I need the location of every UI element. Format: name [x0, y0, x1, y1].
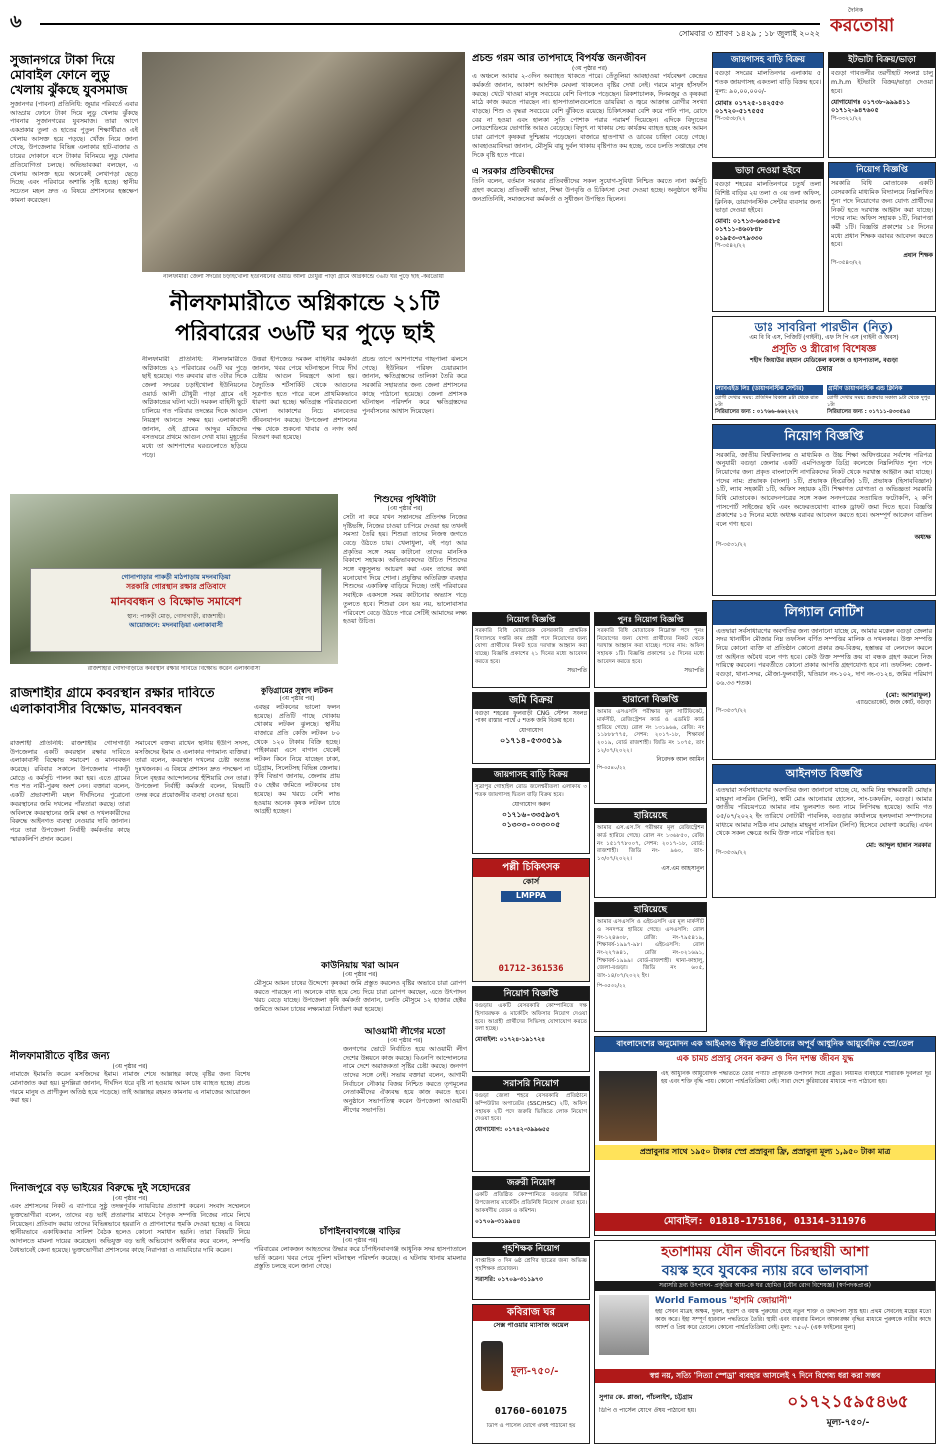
ad-title: পল্লী চিকিৎসক: [473, 859, 589, 877]
ad-body: বগুড়ায় একটি বেসরকারি কোম্পানিতে দক্ষ হিসাবরক্ষক ও মার্কেটিং অফিসার নিয়োগ দেওয়া হবে। আগ্রহী প্রার্থীদের সিভিসহ যোগাযোগ করতে বলা হচ্ছে।: [475, 1003, 587, 1033]
paper-logo: করতোয়া: [830, 15, 895, 36]
ad-village-doctor-course: [472, 858, 590, 982]
ad-product-brand: World Famous: [655, 1296, 727, 1306]
ad-title: জায়গাসহ বাড়ি বিক্রয়: [713, 53, 823, 68]
ad-phone: ০১৭১৪-৫৩৩৫১৯: [500, 736, 562, 746]
ad-signer: প্রধান শিক্ষক: [903, 251, 933, 259]
jump-line: (৩য় পৃষ্ঠার পর): [342, 972, 378, 979]
sub-body: তিনি বলেন, বর্তমান সরকার প্রতিবন্ধীদের সকল সুযোগ-সুবিধা নিশ্চিত করতে নানা কর্মসূচি গ্রহণ করেছে। প্রতিবন্ধী ভাতা, শিক্ষা উপবৃত্তি ও চিকিৎসা সেবা দেওয়া হচ্ছে। অনুষ্ঠানে স্থানীয় জনপ্রতিনিধি, সমাজসেবা কর্মকর্তা ও সুধীজন উপস্থিত ছিলেন।: [472, 178, 707, 203]
story-body: মৌসুমে আমন চাষের উদ্দেশ্যে কৃষকরা জমি প্রস্তুত করলেও বৃষ্টির অভাবে চারা রোপণ করতে পারছেন না। অনেকে বাধ্য হয়ে সেচ দিয়ে চারা রোপণ করছেন, এতে উৎপাদন খরচ বেড়ে যাচ্ছে। উপজেলা কৃষি কর্মকর্তা জানান, চলতি মৌসুমে ১২ হাজার হেক্টর জমিতে আমন চাষের লক্ষ্যমাত্রা নির্ধারণ করা হয়েছে।: [254, 979, 466, 1014]
jump-line: (৩য় পৃষ্ঠার পর): [112, 1063, 148, 1070]
masthead-rule: [40, 23, 820, 25]
ad-body: আমার এসএসসি পরীক্ষার মূল সার্টিফিকেট, মার্কসীট, রেজিস্ট্রেশন কার্ড ও এডমিট কার্ড হারিয়ে গেছে। রোল নং ১৩১৯৬৬, রেজি: নং ১১৮৮৮৭৭৫, সেশন: ২০১৭-১৮, শিক্ষাবর্ষ ২০১৯, বোর্ড রাজশাহী। জিডি নং ১০৭৫, তাং ১২/০৭/২০২২।: [597, 709, 704, 754]
ad-body: বগুড়া শহরের ফুলবাড়ী CNG স্টেশন সংলগ্ন পাকা রাস্তার পার্শ্বে ৫ শতক জমি বিক্রয় হবে।: [475, 710, 587, 725]
story-nilphamari-rain: [10, 1050, 250, 1170]
ad-lost-certificate: [594, 692, 707, 804]
ad-phone: 01712-361536: [498, 963, 564, 974]
ad-tagline: এক চামচ প্রস্রাবু সেবন করুন ও দিন দশম্ভ জীবন যুদ্ধ: [676, 1053, 854, 1064]
ad-headline: বাংলাদেশের অনুমোদন এক আইএসও স্বীকৃত প্রতিষ্ঠানের অপূর্ব আধুনিক আয়ুর্বেদিক স্প্রে/তেল: [595, 1037, 935, 1052]
masthead: [0, 0, 945, 50]
ad-body: বগুড়া সদরের মালতিনগর এলাকায় ৫ শতক জায়গাসহ একতলা বাড়ি বিক্রয় হবে। মূল্য: ৯০,০০,০০০/-: [715, 70, 821, 95]
ad-product-photo: [599, 1071, 657, 1141]
ad-brick-kiln: [828, 52, 936, 158]
ad-legal-affidavit: [712, 764, 936, 898]
fire-col-3: প্রচন্ড তাপে আশপাশের গাছপালা ঝলসে গেছে। ইউনিয়ন পরিষদ চেয়ারম্যান জানান, ক্ষতিগ্রস্তদের তালিকা তৈরি করে সরকারি সহায়তার জন্য জেলা প্রশাসনের কাছে পাঠানো হয়েছে। জেলা প্রশাসক ঘটনাস্থল পরিদর্শন করে ক্ষতিগ্রস্তদের পুনর্বাসনের আশ্বাস দিয়েছেন।: [362, 356, 467, 416]
ad-title: ইটভাটা বিক্রয়/ভাড়া: [829, 53, 935, 68]
fire-col-2: উত্তরা ইপিজেড দমকল বাহিনীর কর্মকর্তা জানান, খবর পেয়ে ঘটনাস্থলে গিয়ে দীর্ঘ চেষ্টায় আগুন নিয়ন্ত্রণে আনা হয়। বৈদ্যুতিক শর্টসার্কিট থেকে আগুনের সূত্রপাত হতে পারে বলে প্রাথমিকভাবে ধারণা করা হচ্ছে। ক্ষতিগ্রস্ত পরিবারগুলো খোলা আকাশের নিচে মানবেতর জীবনযাপন করছে। উপজেলা প্রশাসনের পক্ষ থেকে শুকনো খাবার ও নগদ অর্থ বিতরণ করা হয়েছে।: [252, 356, 357, 442]
doctor-name: ডাঃ সাবরিনা পারভীন (নিতু): [754, 320, 894, 334]
ad-doctor: [712, 316, 936, 420]
ad-phone: ০১৭০৯-৩১৯৯৪৪: [475, 1217, 521, 1225]
story-body: সেটা না করে যখন সন্তানদের প্রতিপক্ষ নিজের দৃষ্টিভঙ্গি, নিজের চাওয়া চাপিয়ে দেওয়া হয় তখনই সমস্যা তৈরি হয়। শিশুরা তাদের নিজস্ব জগতে বেড়ে উঠতে চায়। খেলাধুলা, বই পড়া আর প্রকৃতির সঙ্গে সময় কাটানো তাদের মানসিক বিকাশে সহায়ক। অভিভাবকদের উচিত শিশুদের সঙ্গে বন্ধুসুলভ আচরণ করা এবং তাদের কথা মনোযোগ দিয়ে শোনা। প্রযুক্তির অতিরিক্ত ব্যবহার শিশুদের একাকিত্ব বাড়িয়ে দিচ্ছে। তাই পরিবারের সবাইকে একসঙ্গে সময় কাটানোর অভ্যাস গড়ে তুলতে হবে। শিশুরা যেন ভয় নয়, ভালোবাসার পরিবেশে বেড়ে উঠতে পারে সেটিই আমাদের লক্ষ্য হওয়া উচিত।: [343, 513, 467, 626]
doctor-speciality: প্রসূতি ও স্ত্রীরোগ বিশেষজ্ঞ: [771, 344, 877, 355]
chamber-2: [827, 385, 935, 416]
ad-title: জমি বিক্রয়: [473, 693, 589, 709]
ad-phone-label: যোগাযোগ করুন: [512, 801, 550, 808]
banner-line: সরকারি গোরস্থান রক্ষার প্রতিবাদে: [126, 581, 226, 591]
ad-phone: যোগাযোগ: ০১৭৪২-৩৯৯৬৫৫: [475, 1126, 550, 1134]
ad-title: সরাসরি নিয়োগ: [473, 1077, 589, 1091]
chamber-1: [715, 385, 823, 416]
ad-recruit-college: [712, 424, 936, 596]
ad-title: হারানো বিজ্ঞপ্তি: [595, 693, 706, 707]
ad-phone: 01760-601075: [494, 1406, 568, 1417]
ad-ayurveda-banner: [594, 1036, 936, 1236]
ad-legal-notice: [712, 600, 936, 760]
fire-headline-2: পরিবারের ৩৬টি ঘর পুড়ে ছাই: [175, 320, 434, 346]
ad-code: পি-৩৫৩৭/২২: [716, 707, 747, 714]
ad-body: এতদ্বারা সর্বসাধারণের অবগতির জন্য জানানো যাচ্ছে যে, আমার মক্কেল বগুড়া জেলার সদর থানাধীন মৌজার নিম্ন তফসিল বর্ণিত সম্পত্তির মালিক ও দখলকার। উক্ত সম্পত্তি নিয়ে কোনো ব্যক্তি বা প্রতিষ্ঠান কোনো প্রকার ক্রয়-বিক্রয়, হস্তান্তর বা লেনদেন করলে তা আইনত অবৈধ বলে গণ্য হবে। কেউ উক্ত সম্পত্তি ক্রয় বা বন্ধক গ্রহণ করলে নিজ দায়িত্বে করবেন। পরবর্তীতে কোনো প্রকার আপত্তি গ্রহণযোগ্য হবে না। তফসিল: জেলা-বগুড়া, থানা-সদর, মৌজা-ফুলবাড়ী, খতিয়ান নং-১০২, দাগ নং-৩১২৪, জমির পরিমাণ ০৬.৩৩ শতক।: [716, 627, 932, 687]
ad-bottom-line: স্বপ্ন নয়, সত্যি 'নিত্যা স্পেড্রা' ব্যবহার আসলেই ৭ দিনে বিশেষ্য ধরা করা সম্ভব: [595, 1369, 935, 1383]
fire-photo-caption: নীলফামারী জেলা সদরের চড়াইখোলা ইউনিয়নের ওয়ার্ড আলী চৌধুরী পাড়া গ্রামে অগ্নিকান্ডে ৩৬টি ঘর পুড়ে ছাই -করতোয়া: [163, 274, 444, 280]
ad-subline: সরাসরি দ্রব্য উৎপাদন- প্রকৃতির আয়-কে ঘর হোমিও (যৌন রোগ বিশেষজ্ঞ) (স্বর্ণপদকপ্রাপ্ত): [595, 1281, 935, 1291]
ad-tutor: [472, 1242, 590, 1300]
ad-courier: ডিপি ও পার্সেল যোগে ঔষধ পাঠানো হয়: [486, 1423, 576, 1429]
jump-line: (৩য় পৃষ্ঠার পর): [112, 1195, 148, 1202]
ad-address: সুপার কে. প্লাজা, পাঁচলাইশ, চট্টগ্রাম: [599, 1393, 693, 1401]
ad-title: হারিয়েছে: [595, 903, 706, 917]
fire-photo: [142, 52, 465, 272]
story-headline: সুজানগরে টাকা দিয়ে মোবাইল ফোনে লুডু খেলায় ঝুঁকছে যুবসমাজ: [10, 52, 128, 97]
story-body: সুজানগর (পাবনা) প্রতিনিধি: জুয়ার পরিবর্তে এবার আড্ডায় ফোনে টাকা দিয়ে লুডু খেলায় ঝুঁকছে পাবনার সুজানগরের যুবসমাজ। তারা আগে একপ্রকার তুলা ও হাতের পুতুল শিক্ষার্থীরাও এই খেলায় আসক্ত হয়ে পড়ছে। খোঁজ নিয়ে জানা গেছে, উপজেলার বিভিন্ন এলাকার হাট-বাজার ও চায়ের দোকানে বসে টাকার বিনিময়ে লুডু খেলার প্রতিযোগিতা চলছে। অভিভাবকরা বলছেন, এ খেলায় আসক্ত হয়ে অনেকেই লেখাপড়া ছেড়ে দিচ্ছে এবং পরিবারে অশান্তি সৃষ্টি হচ্ছে। স্থানীয় সচেতন মহল দ্রুত এ বিষয়ে প্রশাসনের হস্তক্ষেপ কামনা করেছেন।: [10, 101, 138, 204]
ad-product-label: [655, 1295, 931, 1307]
ad-badge: LMPPA: [501, 891, 561, 902]
ad-body: বগুড়া জেলা শহরে বেসরকারি প্রতিষ্ঠানে কম্পিউটার অপারেটর (SSC/HSC) ২টি, অফিস সহায়ক ২টি পদে জরুরি ভিত্তিতে লোক নিয়োগ দেওয়া হবে।: [475, 1093, 587, 1123]
ad-house-sale-2: [472, 768, 590, 854]
ad-subtitle: সেক্স পাওয়ার ম্যাসাজ অয়েল: [493, 1320, 569, 1329]
ad-signer: নিবেদক আল আমিন: [656, 757, 704, 764]
ad-title: হারিয়েছে: [595, 809, 706, 823]
ad-herbal: [472, 1304, 590, 1444]
ad-body: সাপ্তাহিক ৩ দিন ৬ষ্ঠ শ্রেণির ছাত্রের জন্য অভিজ্ঞ গৃহশিক্ষক প্রয়োজন।: [475, 1258, 587, 1273]
ad-body: সরকারি বিধি মোতাবেক নিম্নোক্ত পদে পুনঃ নিয়োগের জন্য যোগ্য প্রার্থীদের নিকট থেকে দরখাস্ত আহ্বান করা যাচ্ছে। পদের নাম: অফিস সহায়ক ১টি। বিজ্ঞপ্তি প্রকাশের ১৫ দিনের মধ্যে আবেদন করতে হবে।: [597, 627, 704, 665]
story-body: পরিবারের লোকজন আহতদের উদ্ধার করে চাঁপাইনবাবগঞ্জ আধুনিক সদর হাসপাতালে ভর্তি করেন। খবর পেয়ে পুলিশ ঘটনাস্থল পরিদর্শন করেছে। এ ঘটনায় থানায় মামলার প্রস্তুতি চলছে বলে জানা গেছে।: [254, 1245, 466, 1271]
ad-code: পি-৩৫৩২/২২: [597, 982, 626, 989]
ad-headline-1: হতাশাময় যৌন জীবনে চিরস্থায়ী আশা: [661, 1244, 869, 1260]
ad-house-sale: [712, 52, 824, 158]
banner-line: মানববন্ধন ও বিক্ষোভ সমাবেশ: [110, 594, 242, 608]
fire-headline-1: নীলফামারীতে অগ্নিকান্ডে ২১টি: [169, 290, 440, 316]
ad-recruit-school: [828, 162, 936, 312]
ad-phone: ০১৩০৩-০০৩০০৫: [501, 819, 561, 829]
story-headline: প্রচন্ড গরম আর তাপদাহে বিপর্যস্ত জনজীবন: [472, 53, 647, 64]
ad-land-sale: [472, 692, 590, 764]
story-headline: চাঁপাইনবাবগঞ্জে বাড়ির: [319, 1227, 401, 1237]
ad-body: ইহা সেবন মাত্রই অক্ষম, দুর্বল, হতাশ ও বয়স্ক পুরুষের দেহে নতুন শক্তি ও উদ্দীপনা সৃষ্টি হয়। প্রথম সেবনেই মন্ত্রের মতো কাজ করে। ইহা সম্পূর্ণ হারবাল পদ্ধতিতে তৈরি। স্থায়ী এবং বারবার মিলনে আকাঙ্ক্ষা বৃদ্ধির মাধ্যমে পুরুষকে নারীর কাছে আদর্শ ও প্রিয় করে তোলে। কোনো পার্শ্বপ্রতিক্রিয়া নেই। মূল্য: ৭৫০/- (এক ফাইলের মূল্য): [655, 1309, 931, 1331]
story-dinajpur: [10, 1182, 250, 1444]
paper-name-small: দৈনিক: [848, 7, 864, 14]
jump-line: (৩য় পৃষ্ঠার পর): [387, 506, 423, 513]
protest-photo: [10, 494, 338, 664]
chamber-phone: সিরিয়ালের জন্য : ০১৭১১-৪৩৩৫৯৪: [827, 408, 911, 415]
story-body: এ অঞ্চলে আবার ২-৩দিন অব্যাহত থাকতে পারে। তেঁতুলিয়া আবহাওয়া পর্যবেক্ষণ কেন্দ্রের কর্মকর্তা জানান, আকাশ আংশিক মেঘলা থাকলেও বৃষ্টির দেখা নেই। গরমে মানুষ হাঁসফাঁস করছে। খেটে খাওয়া মানুষ সবচেয়ে বেশি বিপাকে পড়েছেন। রিকশাচালক, দিনমজুর ও কৃষকরা মাঠে কাজ করতে পারছেন না। হাসপাতালগুলোতে ডায়রিয়া ও জ্বরে আক্রান্ত রোগীর সংখ্যা বাড়ছে। শিশু ও বৃদ্ধরা সবচেয়ে বেশি ঝুঁকিতে রয়েছে। চিকিৎসকরা বেশি করে পানি পান, রোদে বের না হওয়া এবং হালকা সুতি পোশাক পরার পরামর্শ দিয়েছেন। এদিকে বিদ্যুতের লোডশেডিংয়ে ভোগান্তি আরও বেড়েছে। বিদ্যুৎ না থাকায় সেচ কার্যক্রম ব্যাহত হচ্ছে এবং আমন চারা রোপণে কৃষকরা দুশ্চিন্তায় পড়েছেন। বাজারে হাতপাখা ও ডাবের চাহিদা বেড়ে গেছে। আবহাওয়াবিদরা জানান, মৌসুমি বায়ু দুর্বল থাকায় বৃষ্টিপাত কম হচ্ছে, তবে চলতি সপ্তাহের শেষ দিকে বৃষ্টি হতে পারে।: [472, 73, 707, 159]
jump-line: (৩য় পৃষ্ঠার পর): [342, 1238, 378, 1245]
doctor-hospital: শহীদ জিয়াউর রহমান মেডিকেল কলেজ ও হাসপাতাল, বগুড়া: [750, 356, 898, 364]
ad-lost-ssc-hsc: [594, 902, 707, 1032]
story-heat: [472, 52, 707, 612]
ad-title: পুনঃ নিয়োগ বিজ্ঞপ্তি: [595, 613, 706, 626]
chamber-time: রোগী দেখার সময়: শুক্রবার সকাল ৯টা থেকে দুপুর ১টা: [827, 394, 931, 408]
story-headline: দিনাজপুরে বড় ভাইয়ের বিরুদ্ধে দুই সহোদরের: [10, 1183, 191, 1194]
date-line: সোমবার ৩ শ্রাবণ ১৪২৯ ; ১৮ জুলাই ২০২২: [678, 29, 820, 38]
protest-banner: [30, 568, 322, 652]
ad-signer: (মো: আশরাফুল): [885, 691, 931, 700]
ad-code: পি-৩৫৩৯/২২: [716, 850, 747, 857]
ad-body: একটি প্রতিষ্ঠিত কোম্পানিতে বগুড়ার বিভিন্ন উপজেলায় মার্কেটিং প্রতিনিধি নিয়োগ দেওয়া হবে। আকর্ষণীয় বেতন ও কমিশন।: [475, 1192, 587, 1214]
ad-code: পি-৩৩২১/২২: [831, 115, 862, 122]
ad-phone: ০১৭২০-৫১৭৫৫৫: [715, 107, 765, 116]
banner-line: আয়োজনে: মদনবাড়িয়া এলাকাবাসী: [129, 620, 223, 629]
ad-title: নিয়োগ বিজ্ঞপ্তি: [829, 163, 935, 178]
ad-body: সুত্রাপুর গোহাইল রোড জলেশ্বরীতলা এলাকায় ৩ শতক জায়গাসহ দ্বিতল বাড়ি বিক্রয় হবে।: [475, 784, 587, 799]
chamber-name: গ্রামীণ ডায়াগনস্টিক এন্ড ক্লিনিক: [827, 385, 935, 395]
ad-body: বগুড়া গাবতলীর তরণীহাট সংলগ্ন চালু m.h.m ইটভাটা বিক্রয়/ভাড়া দেওয়া হবে।: [831, 70, 933, 95]
ad-body: এই আধুনিক আয়ুর্বেদিক পদ্ধতিতে তৈরি পণ্যটি প্রাকৃতিক উপাদান দিয়ে প্রস্তুত। নিয়মিত ব্যবহারে শারীরিক দুর্বলতা দূর হয় এবং শক্তি বৃদ্ধি পায়। কোনো পার্শ্বপ্রতিক্রিয়া নেই। সারা দেশে কুরিয়ারের মাধ্যমে পণ্য পাঠানো হয়।: [661, 1071, 931, 1085]
ad-body: সরকারি, জাতীয় বিশ্ববিদ্যালয় ও মাধ্যমিক ও উচ্চ শিক্ষা অধিদপ্তরের সর্বশেষ পরিপত্র অনুযায়ী বগুড়া জেলার একটি এমপিওভুক্ত ডিগ্রি কলেজে নিম্নলিখিত শূন্য পদে নিয়োগের জন্য প্রকৃত বাংলাদেশি নাগরিকদের নিকট থেকে দরখাস্ত আহ্বান করা যাচ্ছে। পদের নাম: প্রভাষক (বাংলা) ১টি, প্রভাষক (ইংরেজি) ১টি, প্রভাষক (হিসাববিজ্ঞান) ১টি, ল্যাব সহকারী ১টি, অফিস সহায়ক ২টি। শিক্ষাগত যোগ্যতা ও অভিজ্ঞতা সরকারি বিধি মোতাবেক। আবেদনপত্রের সঙ্গে সকল সনদপত্রের সত্যায়িত ফটোকপি, ২ কপি পাসপোর্ট সাইজের ছবি এবং অফেরতযোগ্য ব্যাংক ড্রাফট জমা দিতে হবে। বিজ্ঞপ্তি প্রকাশের ১৫ দিনের মধ্যে অধ্যক্ষ বরাবর আবেদন করতে হবে। অসম্পূর্ণ আবেদন বাতিল বলে গণ্য হবে।: [716, 451, 932, 529]
ad-phone: সরাসরি: ০১৭০৯-৩১১৯৭৩: [475, 1275, 543, 1283]
ad-product-name: "হাশমি জোয়ানী": [729, 1296, 792, 1306]
ad-recruit-company: [472, 986, 590, 1072]
ad-bottle-icon: [481, 1341, 503, 1391]
story-headline: আওয়ামী লীগের মতো: [364, 1027, 446, 1037]
ad-headline-2: বয়স্ক হবে যুবকের ন্যায় রবে ভালবাসা: [661, 1262, 869, 1279]
ad-doctor-photo: [599, 1295, 649, 1355]
ad-subtitle: কোর্স: [522, 876, 540, 886]
ad-hope: [594, 1240, 936, 1444]
ad-code: পি-৩৫৩৮/২২: [715, 116, 746, 123]
banner-line: স্থান: পাকড়ী মোড়, গোদাগাড়ী, রাজশাহী।: [127, 612, 225, 620]
ad-signer: এস.এম আহসানুল: [661, 865, 704, 872]
ad-signer-title: এ্যাডভোকেট, জজ কোর্ট, বগুড়া: [856, 700, 931, 707]
ad-title: নিয়োগ বিজ্ঞপ্তি: [473, 613, 589, 626]
ad-phone: মোবা: ০১৭১৩-৬৬৪৫৮৫: [715, 217, 781, 225]
ad-title: কবিরাজ ঘর: [473, 1305, 589, 1321]
story-childrens-world: [343, 494, 467, 1014]
protest-body: রাজশাহী প্রতিনিধি: রাজশাহীর গোদাগাড়ী উপজেলার একটি কবরস্থান রক্ষার দাবিতে এলাকাবাসী বিক্ষোভ সমাবেশ ও মানববন্ধন করেছে। রবিবার সকালে উপজেলার পাকড়ী মোড়ে এ কর্মসূচি পালন করা হয়। এতে গ্রামের শত শত নারী-পুরুষ অংশ নেন। বক্তারা বলেন, একটি প্রভাবশালী মহল দীর্ঘদিনের পুরোনো কবরস্থানের জমি দখলের পাঁয়তারা করছে। তারা অবিলম্বে কবরস্থানের জমি রক্ষা ও দখলকারীদের বিরুদ্ধে আইনগত ব্যবস্থা নেওয়ার দাবি জানান। পরে তারা উপজেলা নির্বাহী কর্মকর্তার কাছে স্মারকলিপি প্রদান করেন।: [10, 740, 130, 843]
story-chapainawabganj: [254, 1226, 466, 1326]
story-headline: কাউনিয়ায় খরা আমন: [321, 961, 399, 971]
ad-signer: সভাপতি: [567, 668, 587, 675]
chamber-name: ল্যাবএইড লিঃ (ডায়াগনস্টিক সেন্টার): [715, 385, 823, 395]
ad-recruit-re: [594, 612, 707, 688]
ad-code: পি-৩৫৪৩/২২: [831, 260, 862, 267]
ad-phone: মোবাঃ ০১৭২৫-১৪২৫৫৩: [715, 98, 784, 107]
story-body: এবং প্রশাসনের নিকট এ ব্যাপারে সুষ্ঠু তদন্তপূর্বক ন্যায়বিচার প্রত্যাশা করেন। সংবাদ সম্মেলনে ভুক্তভোগীরা বলেন, তাদের বড় ভাই প্রতারণার মাধ্যমে পৈতৃক সম্পত্তি নিজের নামে লিখে নিয়েছেন। প্রতিবাদ করায় তাদের বিভিন্নভাবে হয়রানি ও প্রাণনাশের হুমকি দেওয়া হচ্ছে। এ বিষয়ে স্থানীয়ভাবে একাধিকবার সালিশ বৈঠক হলেও কোনো সমাধান হয়নি। তারা বিষয়টি নিয়ে আদালতে মামলা দায়ের করেছেন। অভিযুক্ত বড় ভাই অভিযোগ অস্বীকার করে বলেন, সম্পত্তি বৈধভাবেই কেনা হয়েছে। ভুক্তভোগীরা প্রশাসনের কাছে নিরাপত্তা ও ন্যায়বিচার দাবি করেন।: [10, 1203, 250, 1254]
fire-col-1: নীলফামারী প্রতিনিধি: নীলফামারীতে অগ্নিকান্ডে ২১ পরিবারের ৩৬টি ঘর পুড়ে ছাই হয়েছে। গত রুববার রাত ৩টার দিকে জেলা সদরের চড়াইখোলা ইউনিয়নের ওয়ার্ড আলী চৌধুরী পাড়া গ্রামে এই অগ্নিকান্ডের ঘটনা ঘটে। দমকল বাহিনী ছুটে চালিয়ে গত পরিবার তদন্তের দিকে আগুন নিয়ন্ত্রণ আনতে সক্ষম হয়। এলাকাবাসী জানান, ওই গ্রামের আব্দুর মজিদের বসতঘরে প্রথমে আগুন দেখা যায়। মুহূর্তের মধ্যে তা আশপাশের ঘরগুলোতে ছড়িয়ে পড়ে।: [142, 356, 247, 459]
jump-line: (৩য় পৃষ্ঠার পর): [571, 65, 608, 72]
ad-title: নিয়োগ বিজ্ঞপ্তি: [713, 425, 935, 449]
ad-phone: ০১৭১১-৪৬০৮৪৮: [715, 226, 763, 234]
ad-title: জায়গাসহ বাড়ি বিক্রয়: [473, 769, 589, 782]
ad-body: এতদ্বারা সর্বসাধারণের অবগতির জন্য জানানো যাচ্ছে যে, আমি নিম্ন স্বাক্ষরকারী মোছাঃ মাহমুদা নাসরিন (লিপি), স্বামী মোঃ আনোয়ার হোসেন, সাং-চকফরিদ, বগুড়া। আমার জাতীয় পরিচয়পত্রে আমার নাম ভুলবশত অন্য নামে লিপিবদ্ধ হয়েছে। আমি গত ০৫/০৭/২০২২ ইং তারিখে নোটারী পাবলিক, বগুড়ার কার্যালয়ে হলফনামা সম্পাদনের মাধ্যমে আমার সঠিক নাম মোছাঃ মাহমুদা নাসরিন (লিপি) হিসেবে ঘোষণা করেছি। এখন থেকে সকল ক্ষেত্রে আমি উক্ত নামে পরিচিত হব।: [716, 786, 932, 838]
ad-recruit-primary: [472, 612, 590, 688]
banner-line: গোনাপাড়ার পাকড়ী মাঠপাড়ায় মদনবাড়িয়া: [121, 573, 231, 581]
ad-rent: [712, 162, 824, 312]
ad-lost-registration: [594, 808, 707, 898]
story-awami: [343, 1026, 467, 1216]
story-headline: শিশুদের পৃথিবীটা: [374, 495, 436, 505]
ad-title: নিয়োগ বিজ্ঞপ্তি: [473, 987, 589, 1001]
ad-title: জরুরী নিয়োগ: [473, 1177, 589, 1190]
chamber-time: রোগী দেখার সময়: প্রতিদিন বিকাল ৪টা থেকে রাত ৮টা: [715, 394, 819, 408]
sub-headline: এ সরকার প্রতিবন্ধীদের: [472, 167, 554, 178]
ad-phone: ০১৭২১৫৯৫৪৬৫: [787, 1392, 909, 1412]
ad-phone: ০১৭১২-৯৪৭৬০৫: [831, 107, 879, 115]
chamber-phone: সিরিয়ালের জন্য : ০১৭৬৬-৬৬২২২২: [715, 408, 799, 415]
ad-code: পি-৩৫৪২/২২: [715, 243, 746, 250]
story-headline: কুড়িগ্রামের সুস্বাদ লটকন: [260, 686, 334, 695]
ad-phone: যোগাযোগঃ ০১৭৩৮-৯৯৯৪১১: [831, 98, 911, 106]
ad-phone-label: যোগাযোগ: [518, 728, 543, 735]
ad-courier: ডিপি ও পার্সেল যোগে ঔষধ পাঠানো হয়।: [599, 1407, 697, 1414]
ad-direct-recruit: [472, 1076, 590, 1172]
ad-price: মূল্য-৭৫০/-: [826, 1418, 870, 1428]
ad-title: ভাড়া দেওয়া হইবে: [713, 163, 823, 179]
ad-body: সরকারি বিধি মোতাবেক একটি বেসরকারি মাধ্যমিক বিদ্যালয়ে নিম্নলিখিত শূন্য পদে নিয়োগের জন্য যোগ্য প্রার্থীদের নিকট হতে দরখাস্ত আহ্বান করা যাচ্ছে। পদের নাম: অফিস সহায়ক ১টি, নিরাপত্তা কর্মী ১টি। বিজ্ঞপ্তি প্রকাশের ১৫ দিনের মধ্যে প্রধান শিক্ষক বরাবর আবেদন করতে হবে।: [831, 180, 933, 249]
story-body: জনগণের ভোটে নির্বাচিত হয়ে আওয়ামী লীগ দেশের উন্নয়নে কাজ করছে। বিএনপি আন্দোলনের নামে দেশে অরাজকতা সৃষ্টির চেষ্টা করছে। জনগণ তাদের সঙ্গে নেই। সভায় বক্তারা বলেন, আগামী নির্বাচনে নৌকার বিজয় নিশ্চিত করতে তৃণমূলের নেতাকর্মীদের ঐক্যবদ্ধ হয়ে কাজ করতে হবে। অনুষ্ঠানে সভাপতিত্ব করেন উপজেলা আওয়ামী লীগের সভাপতি।: [343, 1045, 467, 1114]
ad-phone: মোবাইল: ০১৭২৪-১৯১৭২৪: [475, 1036, 546, 1044]
protest-photo-caption: রাজশাহীর গোদাগাড়ীতে কবরস্থান রক্ষার দাবিতে বিক্ষোভ করেন এলাকাবাসী: [87, 666, 261, 672]
chamber-label: চেম্বার: [815, 364, 833, 373]
page-number: ৬: [10, 11, 22, 32]
ad-phone-line: মোবাইল: 01818-175186, 01314-311976: [595, 1213, 935, 1231]
story-body: এবছর লটকনের ভালো ফলন হয়েছে। প্রতিটি গাছে থোকায় থোকায় লটকন ঝুলছে। স্থানীয় বাজারে প্রতি কেজি লটকন ৮০ থেকে ১২০ টাকায় বিক্রি হচ্ছে। পাইকাররা এসে বাগান থেকেই লটকন কিনে নিয়ে যাচ্ছেন ঢাকা, চট্টগ্রাম, সিলেটসহ বিভিন্ন জেলায়। কৃষি বিভাগ জানায়, জেলায় প্রায় ৫০ হেক্টর জমিতে লটকনের চাষ হয়েছে। কম খরচে বেশি লাভ হওয়ায় অনেক কৃষক লটকন চাষে আগ্রহী হচ্ছেন।: [254, 703, 340, 816]
ad-body: আমার এস.এস.সি পরীক্ষার মূল রেজিস্ট্রেশন কার্ড হারিয়ে গেছে। রোল নং ১৩৬৮৫০, রেজি নং ১৫১৭৭৮০০৭, সেশন: ২০১৭-১৮, বোর্ড: রাজশাহী। জিডি নং- ৯৬০, তাং- ১৩/০৭/২০২২।: [597, 825, 704, 863]
story-body: নামাজে ইমামতি করেন মসজিদের ইমাম। নামাজ শেষে আল্লাহর কাছে বৃষ্টির জন্য বিশেষ মোনাজাত করা হয়। মুসল্লিরা জানান, দীর্ঘদিন ধরে বৃষ্টি না হওয়ায় আমন চাষ ব্যাহত হচ্ছে। প্রচন্ড গরমে মানুষ ও প্রাণীকুল অতিষ্ঠ হয়ে পড়েছে। তাই আল্লাহর রহমত কামনায় এ নামাজের আয়োজন করা হয়।: [10, 1071, 250, 1105]
ad-body: আমার এসএসসি ও এইচএসসি এর মূল মার্কসীট ও সনদপত্র হারিয়ে গেছে। এসএসসি: রোল নং-১২৪৬০৮, রেজি: নং-৭৯৫৪১৯, শিক্ষাবর্ষ-১৯৯৭-৯৮। এইচএসসি: রোল নং-২২৭৬৪১, রেজি নং-০২১৬৯১, শিক্ষাবর্ষ-১৯৯৯। বোর্ড-রাজশাহী। থানা-কাহালু, জেলা-বগুড়া। জিডি নং ৬০৫, তাং-১৪/০৭/২০২২ ইং।: [597, 919, 704, 980]
ad-signer: অধ্যক্ষ: [914, 532, 931, 541]
story-kurigram: [254, 686, 340, 846]
story-headline: নীলফামারীতে বৃষ্টির জন্য: [10, 1051, 110, 1062]
ad-code: পি-৩৫৪০/২২: [597, 765, 626, 772]
ad-urgent-recruit: [472, 1176, 590, 1238]
ad-signer: মো: আব্দুল হান্নান সরকার: [865, 841, 931, 849]
doctor-degree: এম বি বি এস, পিজিটি (গাইনী), এফ সি পি এস (গাইনী ও অবস): [749, 335, 899, 342]
ad-price: মূল্য-৭৫০/-: [511, 1366, 559, 1377]
ad-body: সরকারি বিধি মোতাবেক বেসরকারি প্রাথমিক বিদ্যালয়ে দপ্তরি কাম প্রহরী পদে নিয়োগের জন্য যোগ্য প্রার্থীদের নিকট হতে দরখাস্ত আহ্বান করা যাচ্ছে। বিজ্ঞপ্তি প্রকাশের ২১ দিনের মধ্যে আবেদন করতে হবে।: [475, 627, 587, 665]
jump-line: (৩য় পৃষ্ঠার পর): [279, 696, 315, 703]
jump-line: (৩য় পৃষ্ঠার পর): [387, 1038, 423, 1045]
ad-title: গৃহশিক্ষক নিয়োগ: [473, 1243, 589, 1256]
ad-body: বগুড়া শহরের মালতিনগরে চতুর্থ তলা বিশিষ্ট বাড়ির ২য় তলা ও ৩য় তলা অফিস, ক্লিনিক, ডায়াগনস্টিক সেন্টার ব্যবসার জন্য ভাড়া দেওয়া হইবে।: [715, 181, 821, 215]
ad-title: লিগ্যাল নোটিশ: [713, 601, 935, 625]
ad-phone: ০১৯৫৩-৩৭৯৩৩০: [715, 234, 763, 242]
protest-body-2: সমাবেশে বক্তব্য রাখেন স্থানীয় ইউপি সদস্য, মসজিদের ইমাম ও এলাকার গণ্যমান্য ব্যক্তিরা। তারা বলেন, কবরস্থান দখলের চেষ্টা অত্যন্ত দুঃখজনক। এ বিষয়ে প্রশাসন দ্রুত পদক্ষেপ না নিলে বৃহত্তর আন্দোলনের হুঁশিয়ারি দেন তারা। উপজেলা নির্বাহী কর্মকর্তা বলেন, বিষয়টি তদন্ত করে প্রয়োজনীয় ব্যবস্থা নেওয়া হবে।: [135, 740, 250, 800]
ad-signer: সভাপতি: [684, 668, 704, 675]
ad-price-line: প্রস্রাবুনার সাথে ১৯৫০ টাকার স্প্রে প্রস্রাবুনা ফ্রি, প্রস্রাবুনা মূল্য ১,৯৫০ টাকা মাত্র: [595, 1145, 935, 1160]
ad-code: পি-৩৫৩১/২২: [716, 541, 747, 548]
ad-phone: ০১৭১৬-৩৩৫৯৩৭: [501, 809, 561, 819]
protest-headline: রাজশাহীর গ্রামে কবরস্থান রক্ষার দাবিতে এলাকাবাসীর বিক্ষোভ, মানববন্ধন: [10, 686, 215, 718]
ad-title: আইনগত বিজ্ঞপ্তি: [713, 765, 935, 784]
